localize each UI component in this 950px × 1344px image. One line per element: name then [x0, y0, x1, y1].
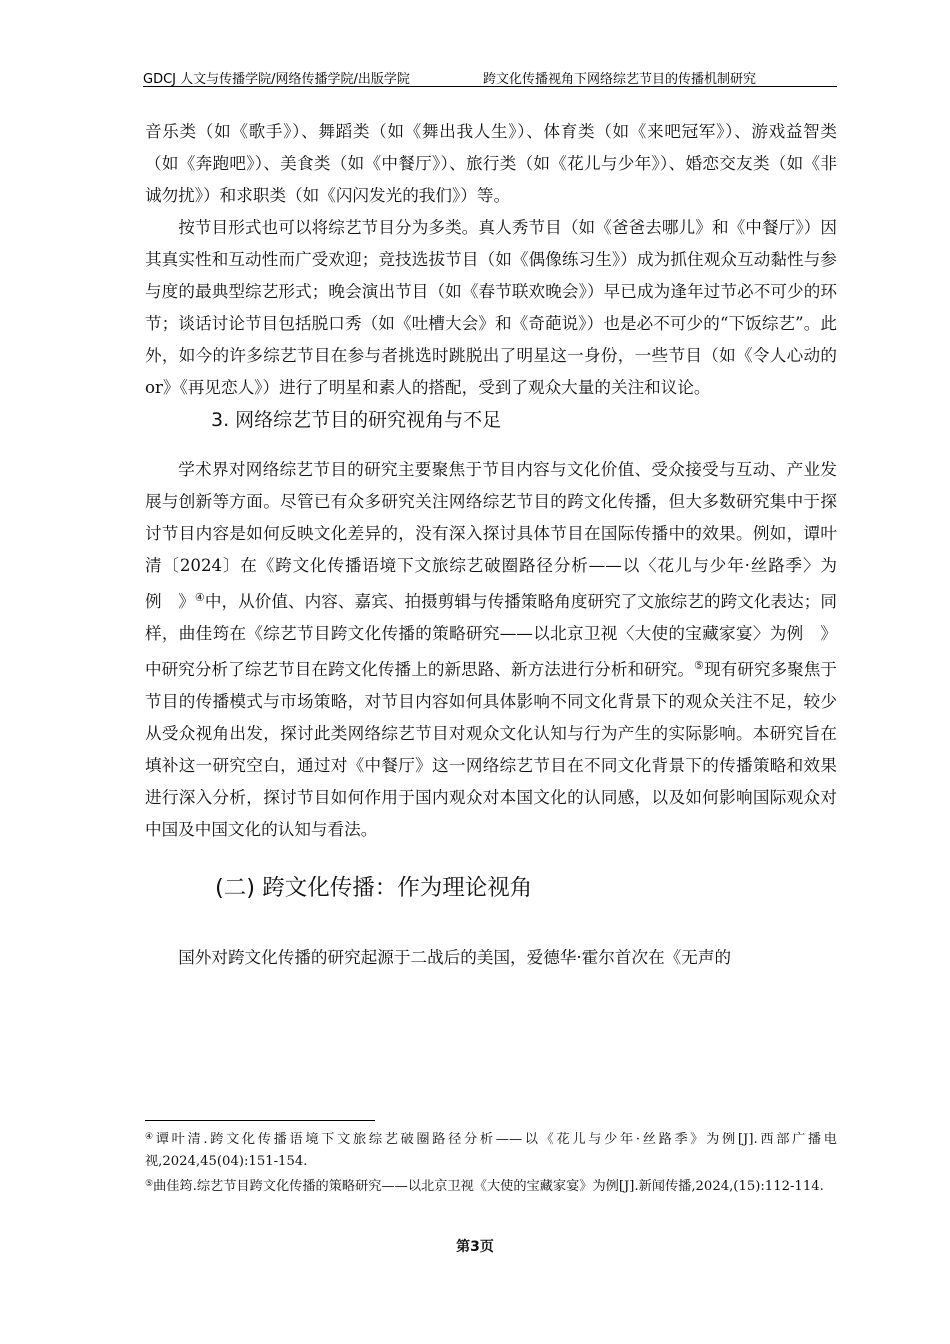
- research-gap-text-c: 现有研究多聚焦于节目的传播模式与市场策略，对节目内容如何具体影响不同文化背景下的观众关注不足，较少从受众视角出发，探讨此类网络综艺节目对观众文化认知与行为产生的实际影响。本研究旨在填补这一研究空白，通过对《中餐厅》这一网络综艺节目在不同文化背景下的传播策略和效果进行深入分析，探讨节目如何作用于国内观众对本国文化的认同感，以及如何影响国际观众对中国及中国文化的认知与看法。: [145, 660, 837, 839]
- footnote-ref-5[interactable]: ⑤: [694, 659, 704, 672]
- footnote-rule: [145, 1120, 375, 1121]
- running-header: [143, 66, 837, 88]
- paragraph-genre-list: 音乐类（如《歌手》）、舞蹈类（如《舞出我人生》）、体育类（如《来吧冠军》）、游戏益智类（如《奔跑吧》）、美食类（如《中餐厅》）、旅行类（如《花儿与少年》）、婚恋交友类（如《非诚勿扰》）和求职类（如《闪闪发光的我们》）等。: [145, 122, 837, 205]
- section-heading-3: 3. 网络综艺节目的研究视角与不足: [211, 409, 502, 431]
- page-body: [145, 116, 837, 974]
- footnotes: [145, 1126, 837, 1198]
- research-gap-text-a: 学术界对网络综艺节目的研究主要聚焦于节目内容与文化价值、受众接受与互动、产业发展与创新等方面。尽管已有众多研究关注网络综艺节目的跨文化传播，但大多数研究集中于探讨节目内容是如何反映文化差异的，没有深入探讨具体节目在国际传播中的效果。例如，谭叶清〔2024〕在《跨文化传播语境下文旅综艺破圈路径分析——以〈花儿与少年·丝路季〉为例 》: [145, 460, 837, 611]
- paragraph-intercultural-origin: 国外对跨文化传播的研究起源于二战后的美国，爱德华·霍尔首次在《无声的: [178, 948, 732, 967]
- page-number: 第3页: [456, 1239, 494, 1255]
- footnote-4-mark: ④: [145, 1132, 156, 1142]
- footnote-4-text: 谭叶清.跨文化传播语境下文旅综艺破圈路径分析——以《花儿与少年·丝路季》为例[J].西部广播电视,2024,45(04):151-154.: [145, 1132, 837, 1169]
- research-gap-text-b: 中，从价值、内容、嘉宾、拍摄剪辑与传播策略角度研究了文旅综艺的跨文化表达；同样，曲佳筠在《综艺节目跨文化传播的策略研究——以北京卫视〈大使的宝藏家宴〉为例 》中研究分析了综艺节目在跨文化传播上的新思路、新方法进行分析和研究。: [145, 592, 837, 679]
- footnote-5: [145, 1173, 837, 1198]
- paragraph-research-gap: [145, 454, 837, 846]
- paragraph-format-types: 按节目形式也可以将综艺节目分为多类。真人秀节目（如《爸爸去哪儿》和《中餐厅》）因其真实性和互动性而广受欢迎；竞技选拔节目（如《偶像练习生》）成为抓住观众互动黏性与参与度的最典型综艺形式；晚会演出节目（如《春节联欢晚会》）早已成为逢年过节必不可少的环节；谈话讨论节目包括脱口秀（如《吐槽大会》和《奇葩说》）也是必不可少的“下饭综艺”。此外，如今的许多综艺节目在参与者挑选时跳脱出了明星这一身份，一些节目（如《令人心动的 or》《再见恋人》）进行了明星和素人的搭配，受到了观众大量的关注和议论。: [145, 218, 837, 397]
- footnote-ref-4[interactable]: ④: [194, 591, 205, 604]
- header-thesis-title: 跨文化传播视角下网络综艺节目的传播机制研究: [483, 72, 757, 87]
- footnote-4: [145, 1126, 837, 1173]
- footnote-5-text: 曲佳筠.综艺节目跨文化传播的策略研究——以北京卫视《大使的宝藏家宴》为例[J].新闻传播,2024,(15):112-114.: [153, 1179, 824, 1194]
- header-institution: GDCJ 人文与传播学院/网络传播学院/出版学院: [143, 72, 410, 87]
- header-rule: [143, 86, 837, 87]
- footnote-5-mark: ⑤: [145, 1179, 154, 1189]
- section-heading-2: (二) 跨文化传播：作为理论视角: [215, 875, 533, 901]
